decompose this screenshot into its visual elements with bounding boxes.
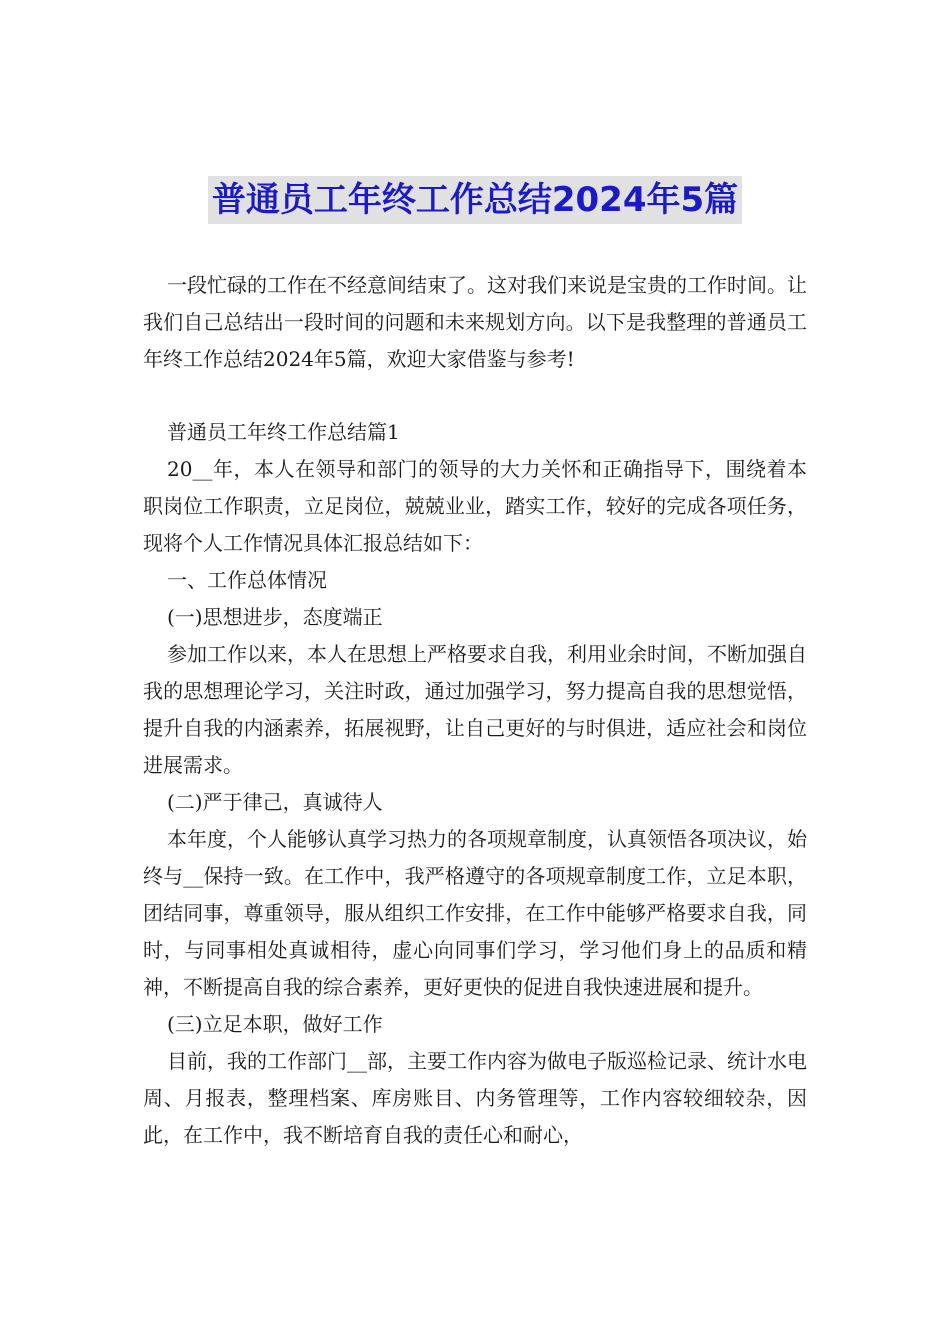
heading-1-2: (二)严于律己，真诚待人 xyxy=(167,790,383,814)
section-heading: 普通员工年终工作总结篇1 xyxy=(167,420,400,444)
heading-1: 一、工作总体情况 xyxy=(167,568,327,592)
document-body xyxy=(143,267,807,1154)
intro-paragraph: 一段忙碌的工作在不经意间结束了。这对我们来说是宝贵的工作时间。让我们自己总结出一段时间的问题和未来规划方向。以下是我整理的普通员工年终工作总结2024年5篇，欢迎大家借鉴与参考! xyxy=(143,273,807,371)
document-title: 普通员工年终工作总结2024年5篇 xyxy=(208,176,742,224)
title-container xyxy=(0,176,950,224)
paragraph-3: 本年度，个人能够认真学习热力的各项规章制度，认真领悟各项决议，始终与__保持一致。在工作中，我严格遵守的各项规章制度工作，立足本职，团结同事，尊重领导，服从组织工作安排，在工作中能够严格要求自我，同时，与同事相处真诚相待，虚心向同事们学习，学习他们身上的品质和精神，不断提高自我的综合素养，更好更快的促进自我快速进展和提升。 xyxy=(143,827,807,999)
paragraph-2: 参加工作以来，本人在思想上严格要求自我，利用业余时间，不断加强自我的思想理论学习，关注时政，通过加强学习，努力提高自我的思想觉悟，提升自我的内涵素养，拓展视野，让自己更好的与时俱进，适应社会和岗位进展需求。 xyxy=(143,642,807,777)
paragraph-1: 20__年，本人在领导和部门的领导的大力关怀和正确指导下，围绕着本职岗位工作职责，立足岗位，兢兢业业，踏实工作，较好的完成各项任务，现将个人工作情况具体汇报总结如下： xyxy=(143,457,807,555)
heading-1-3: (三)立足本职，做好工作 xyxy=(167,1012,383,1036)
heading-1-1: (一)思想进步，态度端正 xyxy=(167,605,383,629)
paragraph-4: 目前，我的工作部门__部，主要工作内容为做电子版巡检记录、统计水电周、月报表，整理档案、库房账目、内务管理等，工作内容较细较杂，因此，在工作中，我不断培育自我的责任心和耐心， xyxy=(143,1049,807,1147)
paragraph-gap xyxy=(143,378,807,414)
